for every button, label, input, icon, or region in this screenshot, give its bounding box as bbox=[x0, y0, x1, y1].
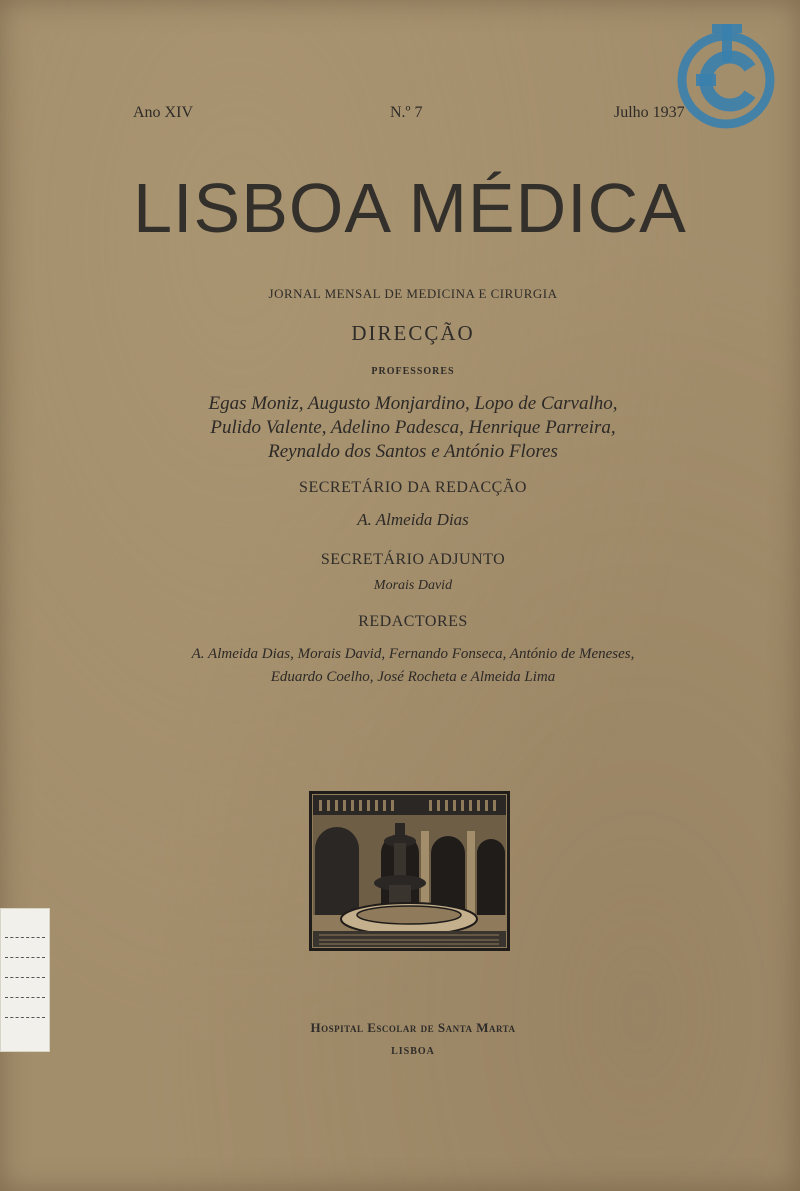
label-line bbox=[5, 957, 45, 958]
year-label: Ano XIV bbox=[133, 104, 193, 121]
professors-label: PROFESSORES bbox=[371, 366, 455, 377]
label-line bbox=[5, 1017, 45, 1018]
journal-subtitle: JORNAL MENSAL DE MEDICINA E CIRURGIA bbox=[268, 286, 558, 301]
courtyard-fountain-engraving bbox=[309, 791, 510, 951]
library-stamp-icon bbox=[672, 22, 780, 130]
label-line bbox=[5, 997, 45, 998]
assistant-secretary-heading: SECRETÁRIO ADJUNTO bbox=[320, 551, 506, 568]
editors-line: Eduardo Coelho, José Rocheta e Almeida Lima bbox=[270, 669, 556, 685]
assistant-secretary-name: Morais David bbox=[373, 578, 453, 593]
editors-line: A. Almeida Dias, Morais David, Fernando Fonseca, António de Meneses, bbox=[191, 646, 635, 662]
professors-line: Pulido Valente, Adelino Padesca, Henrique Parreira, bbox=[210, 417, 616, 438]
library-label-sticker bbox=[0, 908, 50, 1052]
editorial-secretary-name: A. Almeida Dias bbox=[357, 510, 469, 529]
editorial-secretary-heading: SECRETÁRIO DA REDACÇÃO bbox=[299, 479, 527, 496]
professors-line: Egas Moniz, Augusto Monjardino, Lopo de Carvalho, bbox=[208, 393, 618, 414]
journal-title: LISBOA MÉDICA bbox=[133, 169, 687, 247]
editors-heading: REDACTORES bbox=[358, 613, 468, 630]
label-line bbox=[5, 937, 45, 938]
issue-number: N.º 7 bbox=[390, 104, 423, 121]
publisher-name: Hospital Escolar de Santa Marta bbox=[310, 1020, 516, 1035]
label-line bbox=[5, 977, 45, 978]
issue-date: Julho 1937 bbox=[614, 104, 685, 121]
direction-heading: DIRECÇÃO bbox=[351, 321, 475, 345]
professors-line: Reynaldo dos Santos e António Flores bbox=[268, 441, 558, 462]
publisher-city: LISBOA bbox=[391, 1046, 435, 1057]
